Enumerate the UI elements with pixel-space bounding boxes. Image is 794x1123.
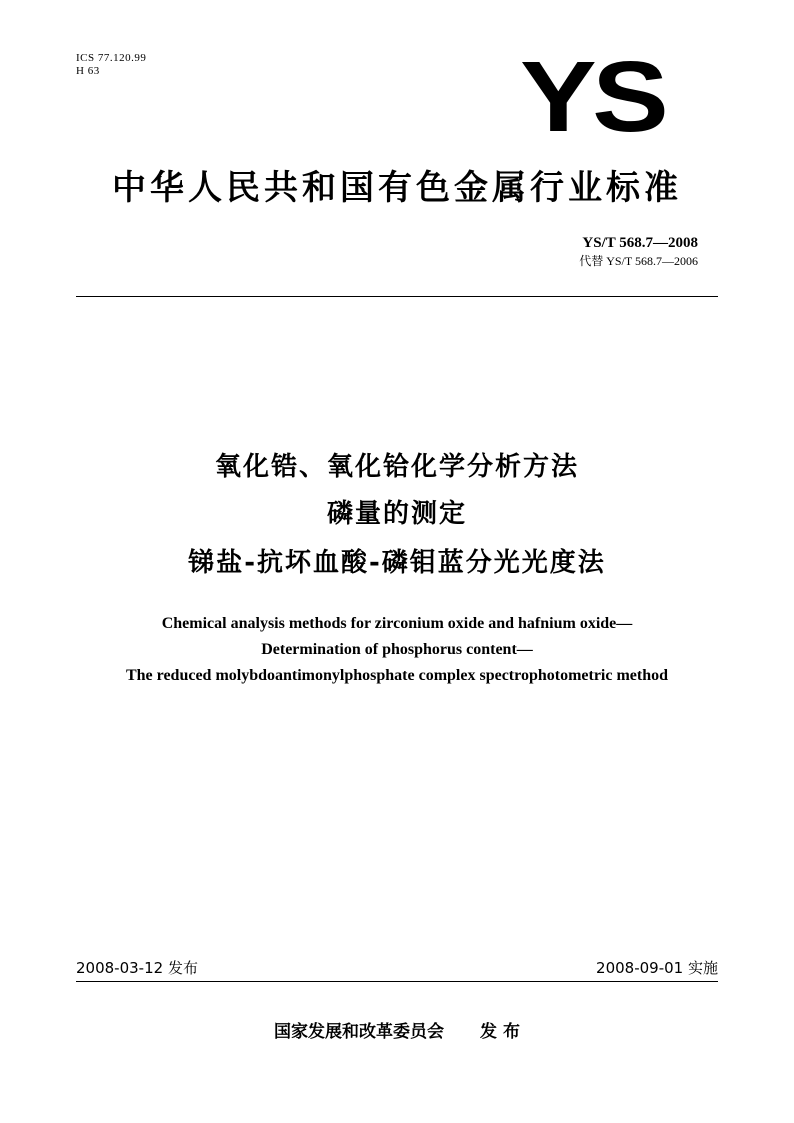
publisher-line [0,1020,794,1044]
standard-code: YS/T 568.7—2008 [582,235,698,251]
ics-code: ICS 77.120.99 [76,52,147,64]
ys-logo: YS [520,41,665,153]
publisher-action: 发 布 [480,1022,520,1042]
issue-date: 2008-03-12 发布 [76,959,198,977]
standard-code-block [579,233,698,269]
footer-divider [76,981,718,982]
implementation-date: 2008-09-01 实施 [596,959,718,977]
title-cn-line-2: 磷量的测定 [326,499,467,529]
title-en-line-2: Determination of phosphorus content— [261,641,533,658]
ccs-code: H 63 [76,65,100,77]
title-cn-line-3: 锑盐-抗坏血酸-磷钼蓝分光光度法 [188,548,606,578]
standard-category-title: 中华人民共和国有色金属行业标准 [112,168,682,208]
title-en-line-3: The reduced molybdoantimonylphosphate complex spectrophotometric method [125,667,669,684]
header-divider [76,296,718,297]
title-cn-line-1: 氧化锆、氧化铪化学分析方法 [214,452,579,482]
replaced-standard-code: 代替 YS/T 568.7—2006 [579,254,698,268]
title-en-line-1: Chemical analysis methods for zirconium oxide and hafnium oxide— [161,615,633,632]
publisher-name: 国家发展和改革委员会 [274,1022,445,1042]
